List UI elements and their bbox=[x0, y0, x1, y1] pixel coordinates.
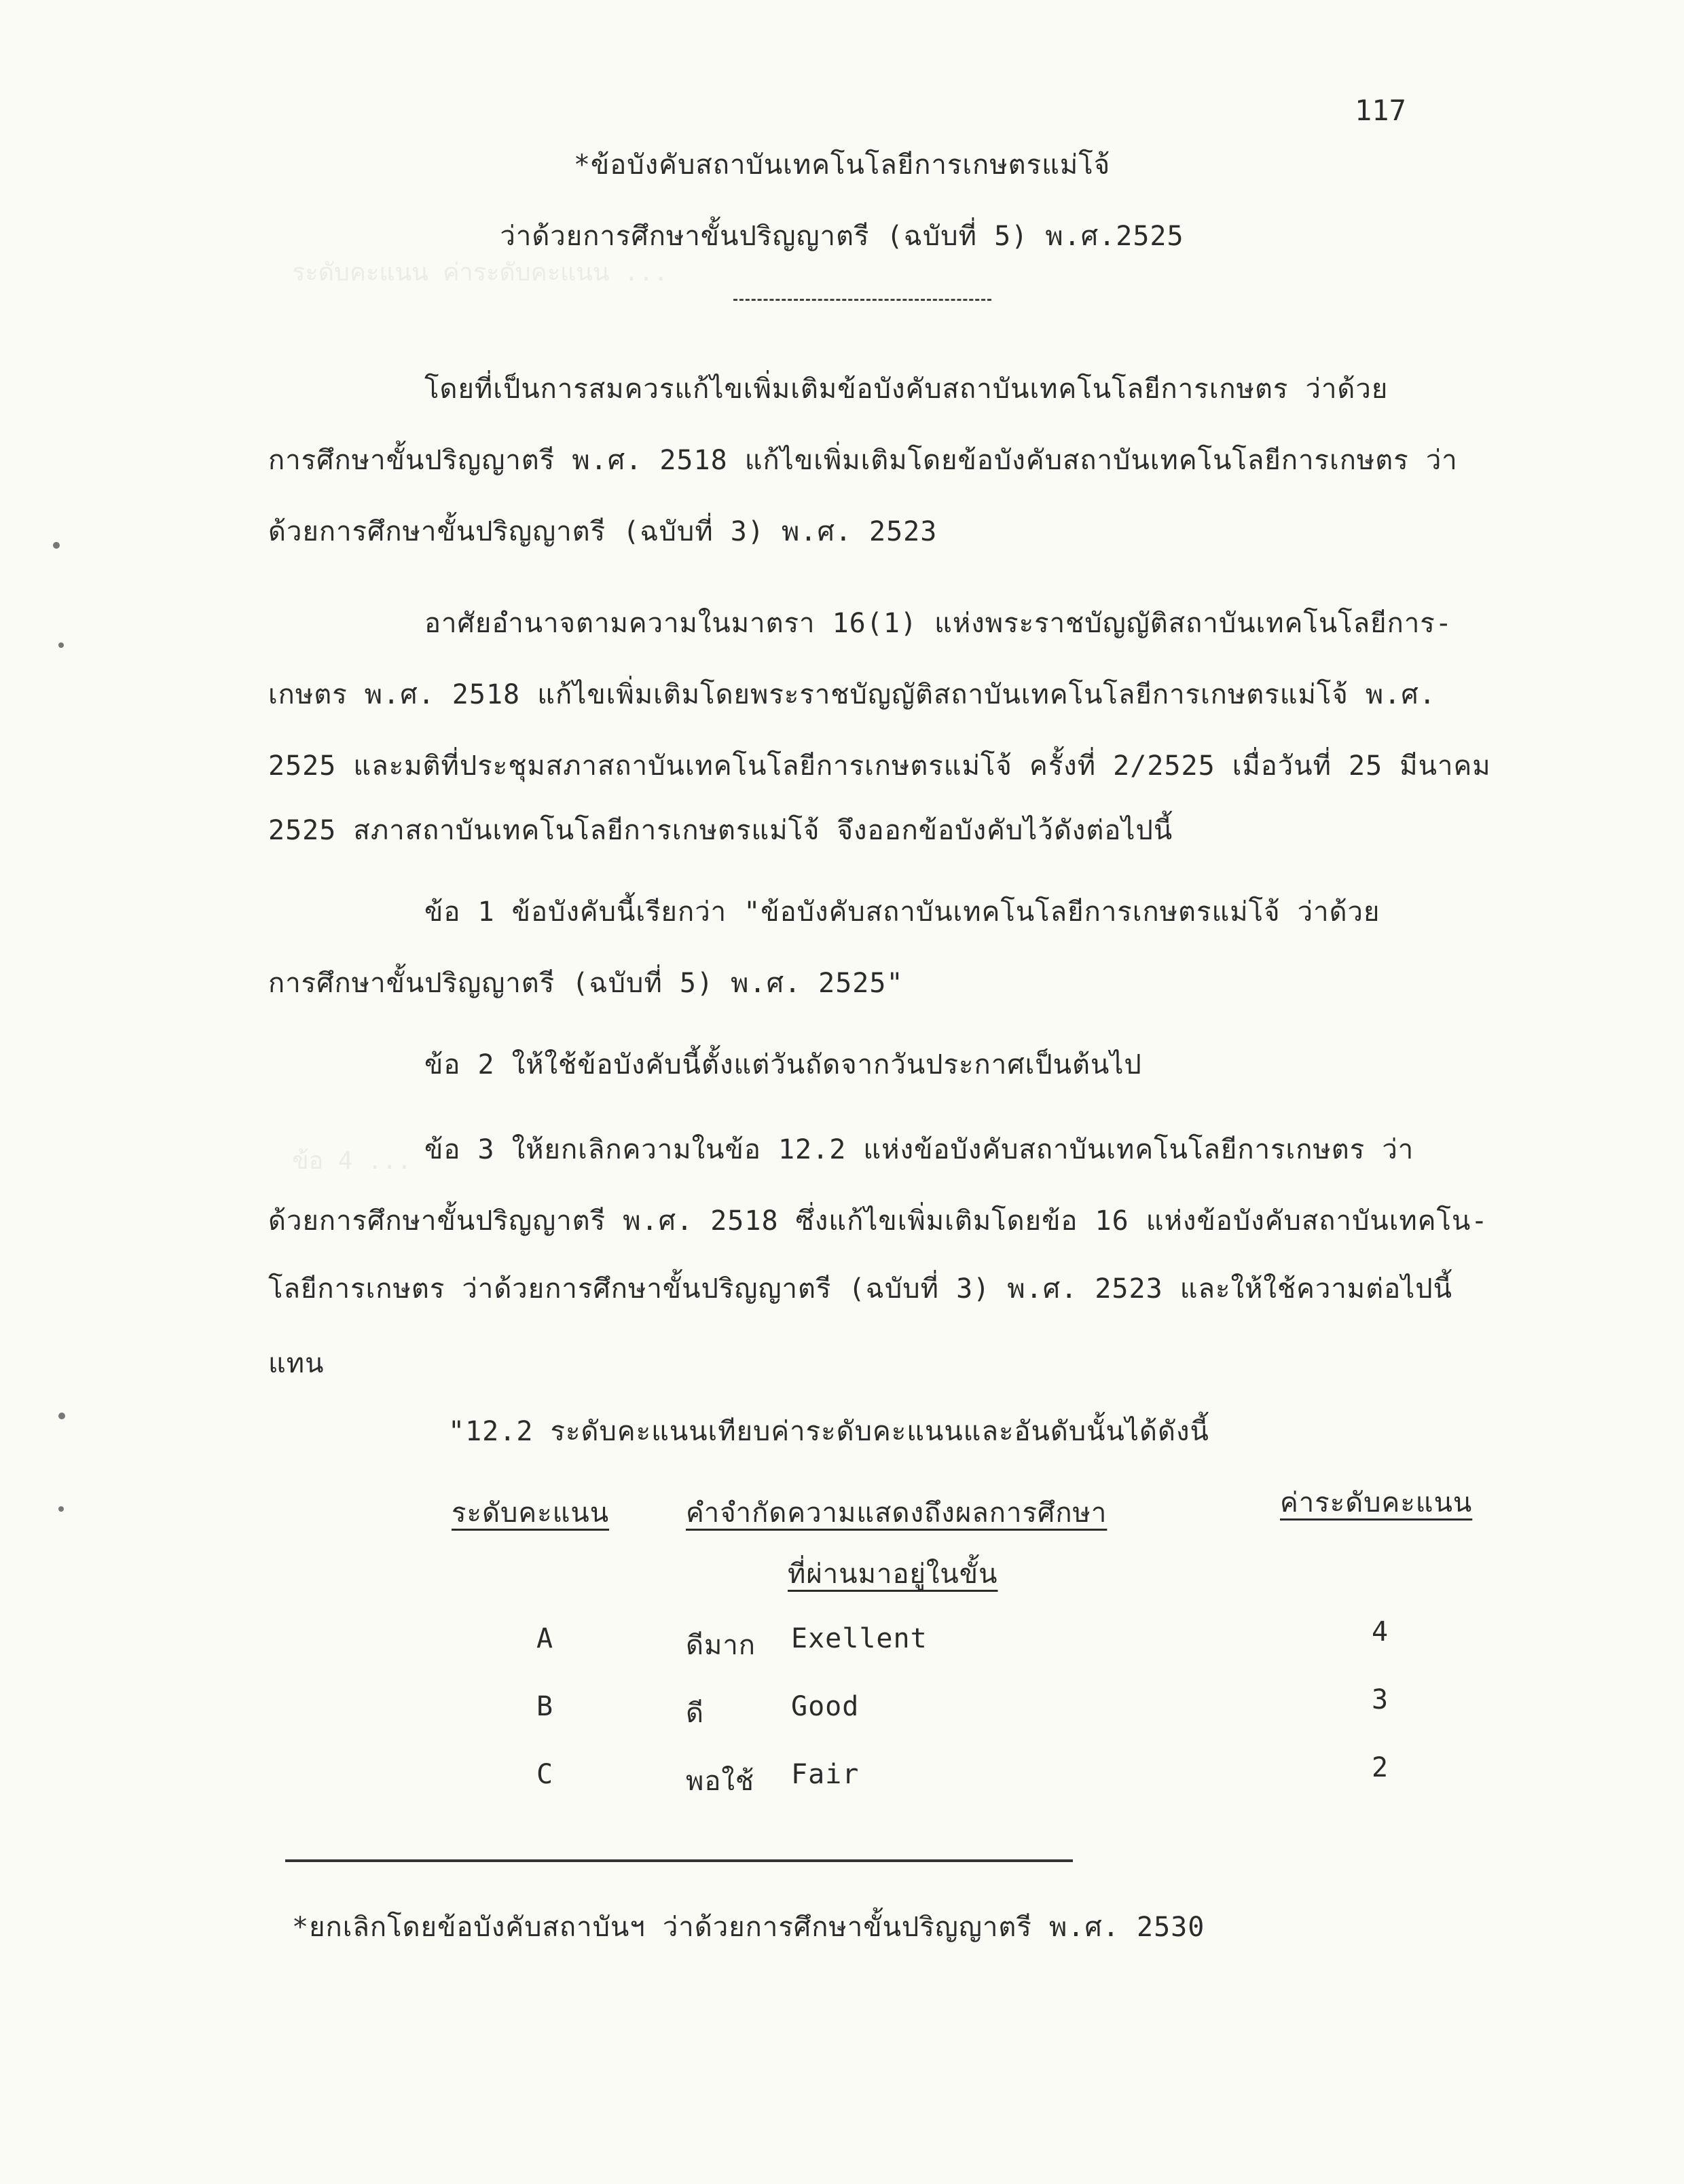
points-header: ค่าระดับคะแนน bbox=[1280, 1487, 1473, 1518]
grade-letter: B bbox=[536, 1691, 554, 1722]
grade-thai-description: ดี bbox=[686, 1698, 704, 1729]
grade-english-description: Fair bbox=[791, 1759, 860, 1790]
document-title-line-1: *ข้อบังคับสถาบันเทคโนโลยีการเกษตรแม่โจ้ bbox=[573, 149, 1111, 181]
title-divider bbox=[733, 299, 991, 301]
clause-3-line: โลยีการเกษตร ว่าด้วยการศึกษาขั้นปริญญาตรี (ฉบับที่ 3) พ.ศ. 2523 และให้ใช้ความต่อไปนี้ bbox=[268, 1273, 1452, 1305]
grade-letter: C bbox=[536, 1759, 554, 1790]
authority-line: 2525 และมติที่ประชุมสภาสถาบันเทคโนโลยีการเกษตรแม่โจ้ ครั้งที่ 2/2525 เมื่อวันที่ 25 มีนาคม bbox=[268, 750, 1491, 782]
clause-3-line: ข้อ 3 ให้ยกเลิกความในข้อ 12.2 แห่งข้อบังคับสถาบันเทคโนโลยีการเกษตร ว่า bbox=[424, 1134, 1414, 1165]
footnote: *ยกเลิกโดยข้อบังคับสถาบันฯ ว่าด้วยการศึกษาขั้นปริญญาตรี พ.ศ. 2530 bbox=[292, 1912, 1205, 1943]
document-title-line-2: ว่าด้วยการศึกษาขั้นปริญญาตรี (ฉบับที่ 5) พ.ศ.2525 bbox=[500, 221, 1184, 252]
clause-2: ข้อ 2 ให้ใช้ข้อบังคับนี้ตั้งแต่วันถัดจากวันประกาศเป็นต้นไป bbox=[424, 1049, 1142, 1080]
clause-1-line: การศึกษาขั้นปริญญาตรี (ฉบับที่ 5) พ.ศ. 2525" bbox=[268, 968, 904, 999]
paper-speck bbox=[53, 542, 60, 549]
authority-line: 2525 สภาสถาบันเทคโนโลยีการเกษตรแม่โจ้ จึงออกข้อบังคับไว้ดังต่อไปนี้ bbox=[268, 815, 1173, 846]
grade-points: 3 bbox=[1372, 1684, 1389, 1715]
grade-english-description: Good bbox=[791, 1691, 860, 1722]
clause-3-line: ด้วยการศึกษาขั้นปริญญาตรี พ.ศ. 2518 ซึ่งแก้ไขเพิ่มเติมโดยข้อ 16 แห่งข้อบังคับสถาบันเทคโน- bbox=[268, 1205, 1488, 1237]
definition-header-line-2: ที่ผ่านมาอยู่ในขั้น bbox=[788, 1559, 998, 1590]
footnote-divider bbox=[285, 1859, 1073, 1862]
authority-line: อาศัยอำนาจตามความในมาตรา 16(1) แห่งพระราชบัญญัติสถาบันเทคโนโลยีการ- bbox=[424, 608, 1452, 639]
grade-points: 2 bbox=[1372, 1752, 1389, 1783]
grade-letter: A bbox=[536, 1623, 554, 1654]
grade-english-description: Exellent bbox=[791, 1623, 928, 1654]
quote-intro: "12.2 ระดับคะแนนเทียบค่าระดับคะแนนและอันดับนั้นได้ดังนี้ bbox=[448, 1416, 1209, 1447]
bleed-through-text: ข้อ 4 ... bbox=[292, 1147, 412, 1175]
paper-speck bbox=[58, 1413, 65, 1419]
clause-3-line: แทน bbox=[268, 1348, 325, 1379]
paper-speck bbox=[58, 642, 64, 648]
page-number: 117 bbox=[1355, 94, 1406, 127]
grade-thai-description: พอใช้ bbox=[686, 1766, 755, 1797]
bleed-through-text: ระดับคะแนน ค่าระดับคะแนน ... bbox=[292, 259, 669, 287]
grade-thai-description: ดีมาก bbox=[686, 1630, 756, 1661]
grade-header: ระดับคะแนน bbox=[452, 1497, 610, 1529]
definition-header: คำจำกัดความแสดงถึงผลการศึกษา bbox=[686, 1497, 1108, 1529]
authority-line: เกษตร พ.ศ. 2518 แก้ไขเพิ่มเติมโดยพระราชบัญญัติสถาบันเทคโนโลยีการเกษตรแม่โจ้ พ.ศ. bbox=[268, 679, 1436, 710]
preamble-line: โดยที่เป็นการสมควรแก้ไขเพิ่มเติมข้อบังคับสถาบันเทคโนโลยีการเกษตร ว่าด้วย bbox=[424, 374, 1389, 405]
clause-1-line: ข้อ 1 ข้อบังคับนี้เรียกว่า "ข้อบังคับสถาบันเทคโนโลยีการเกษตรแม่โจ้ ว่าด้วย bbox=[424, 896, 1380, 928]
preamble-line: การศึกษาขั้นปริญญาตรี พ.ศ. 2518 แก้ไขเพิ่มเติมโดยข้อบังคับสถาบันเทคโนโลยีการเกษตร ว่า bbox=[268, 445, 1458, 476]
preamble-line: ด้วยการศึกษาขั้นปริญญาตรี (ฉบับที่ 3) พ.ศ. 2523 bbox=[268, 516, 938, 547]
grade-points: 4 bbox=[1372, 1616, 1389, 1648]
paper-speck bbox=[58, 1506, 64, 1512]
